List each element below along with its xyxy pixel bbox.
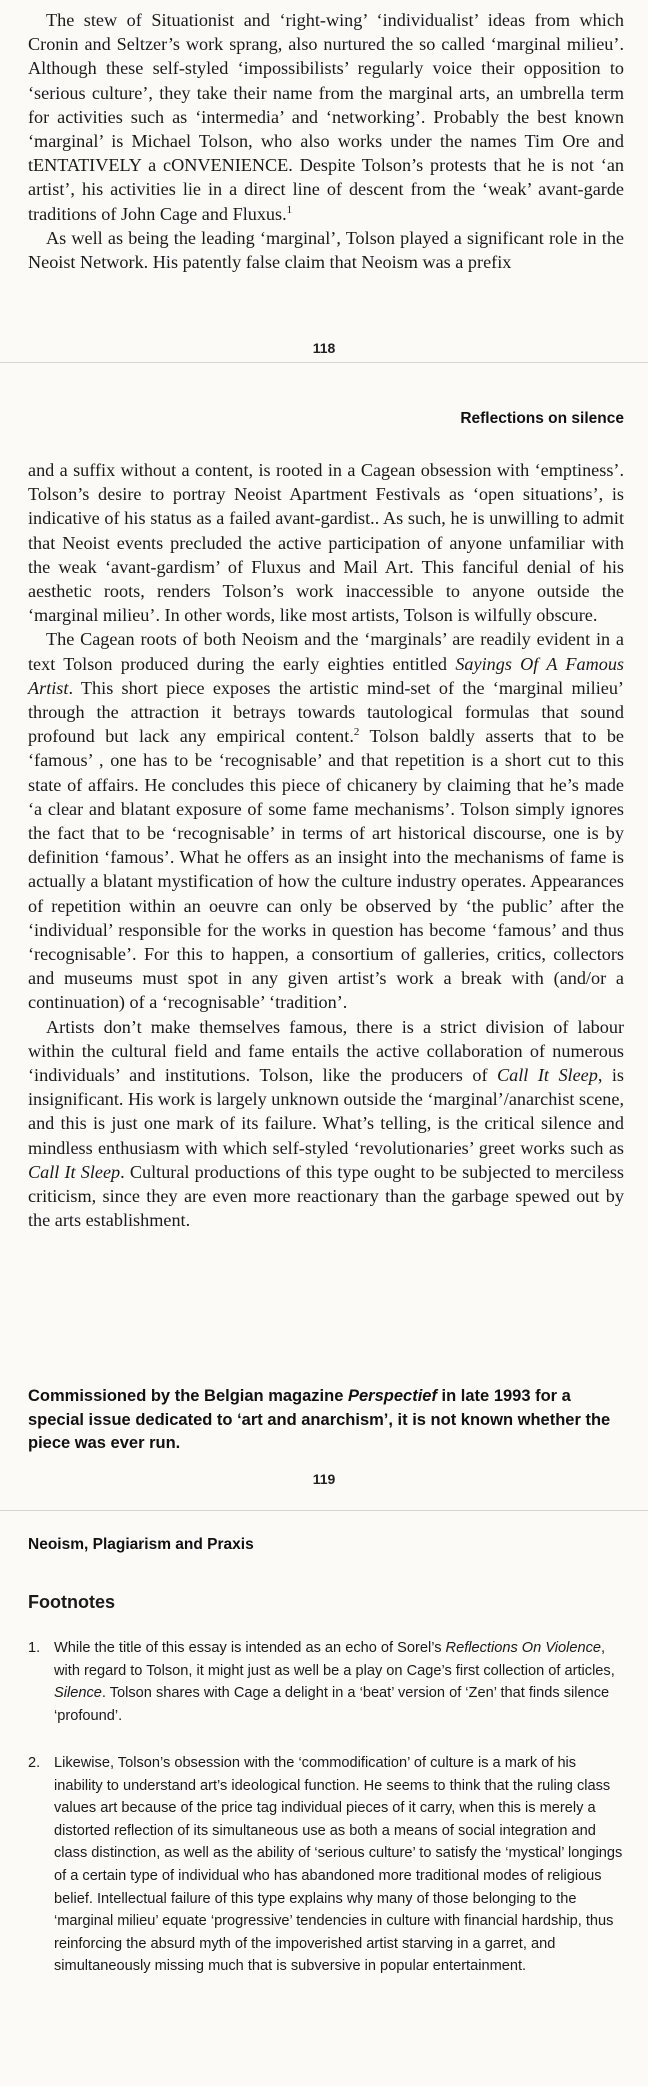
page-divider: [0, 1510, 648, 1511]
text: . Tolson shares with Cage a delight in a ‘beat’ version of ‘Zen’ that finds silence ‘profound’.: [54, 1685, 610, 1724]
footnote-ref: 2: [353, 726, 360, 739]
work-title: Reflections On Violence: [445, 1640, 602, 1656]
text: Tolson baldly asserts that to be ‘famous’ , one has to be ‘recognisable’ and that repetition is a short cut to this state of affairs. He concludes this piece of chicanery by claiming that he’s made ‘a clear and blatant exposure of some fame mechanisms’. Tolson simply ignores the fact that to be ‘recognisable’ in terms of art historical discourse, one is by definition ‘famous’. What he offers as an insight into the mechanisms of fame is actually a blatant mystification of how the culture industry operates. Appearances of repetition within an oeuvre can only be observed by ‘the public’ after the ‘individual’ responsible for the works in question has become ‘famous’ and thus ‘recognisable’. For this to happen, a consortium of galleries, critics, collectors and museums must spot in any given artist’s work a break with (and/or a continuation) of a ‘recognisable’ ‘tradition’.: [28, 726, 624, 1013]
page-number: 119: [312, 1471, 336, 1487]
text: While the title of this essay is intended as an echo of Sorel’s: [54, 1640, 446, 1656]
footnotes-heading-wrap: [28, 1592, 624, 1613]
work-title: Sayings Of A Famous Artist: [28, 653, 624, 698]
text: Commissioned by the Belgian magazine: [28, 1387, 348, 1405]
text: . Cultural productions of this type ought to be subjected to merciless criticism, since they are even more reactionary than the garbage spewed out by the arts establishment.: [28, 1161, 624, 1231]
paragraph: As well as being the leading ‘marginal’, Tolson played a significant role in the Neoist Network. His patently false claim that Neoism was a prefix: [28, 227, 624, 273]
text: , is insignificant. His work is largely unknown outside the ‘marginal’/anarchist scene, and this is just one mark of its failure. What’s telling, is the critical silence and mindless enthusiasm with which self-styled ‘revolutionaries’ greet works such as: [28, 1065, 624, 1158]
paragraph: [28, 8, 624, 226]
paragraph-text: The stew of Situationist and ‘right-wing’ ‘individualist’ ideas from which Cronin and Seltzer’s work sprang, also nurtured the so called ‘marginal milieu’. Although these self-styled ‘impossibilists’ regularly voice their opposition to ‘serious culture’, they take their name from the marginal arts, an umbrella term for activities such as ‘intermedia’ and ‘networking’. Probably the best known ‘marginal’ is Michael Tolson, who also works under the names Tim Ore and tENTATIVELY a cONVENIENCE. Despite Tolson’s protests that he is not ‘an artist’, his activities lie in a direct line of descent from the ‘weak’ avant-garde traditions of John Cage and Fluxus.: [28, 10, 624, 224]
footnote-2: [28, 1752, 626, 1978]
paragraph: [28, 627, 624, 1014]
text: Artists don’t make themselves famous, there is a strict division of labour within the cultural field and fame entails the active collaboration of numerous ‘individuals’ and institutions. Tolson, like the producers of: [28, 1016, 624, 1086]
footnote-text: Likewise, Tolson’s obsession with the ‘commodification’ of culture is a mark of his inability to understand art’s ideological function. He seems to think that the ruling class values art because of the price tag individual pieces of it carry, when this is merely a distorted reflection of its simultaneous use as both a means of social integration and class distinction, as well as the ability of ‘serious culture’ to satisfy the ‘mystical’ longings of a certain type of individual who has abandoned more traditional modes of religious belief. Intellectual failure of this type explains why many of those belonging to the ‘marginal milieu’ equate ‘progressive’ tendencies in culture with financial hardship, thus reinforcing the absurd myth of the impoverished artist starving in a garret, and simultaneously missing much that is subversive in popular entertainment.: [54, 1755, 623, 1975]
footnote-text: [54, 1637, 626, 1727]
text: , with regard to Tolson, it might just as well be a play on Cage’s first collection of articles,: [54, 1640, 615, 1679]
running-head: Neoism, Plagiarism and Praxis: [28, 1536, 254, 1553]
footnote-1: [28, 1637, 626, 1727]
work-title: Call It Sleep: [28, 1161, 121, 1182]
commission-note: [28, 1385, 622, 1456]
commission-text: [28, 1385, 622, 1456]
page-118-body: [28, 8, 624, 274]
footnote-ref: 1: [286, 203, 293, 216]
page-119-body: [28, 458, 624, 1233]
footnotes-heading: Footnotes: [28, 1592, 115, 1612]
paragraph: and a suffix without a content, is rooted in a Cagean obsession with ‘emptiness’. Tolson’s desire to portray Neoist Apartment Festivals as ‘open situations’, is indicative of his status as a failed avant-gardist.. As such, he is unwilling to admit that Neoist events precluded the active participation of anyone unfamiliar with the weak ‘avant-gardism’ of Fluxus and Mail Art. This fanciful denial of his aesthetic roots, renders Tolson’s work inaccessible to anyone outside the ‘marginal milieu’. In other words, like most artists, Tolson is wilfully obscure.: [28, 460, 624, 626]
page-divider: [0, 362, 648, 363]
magazine-title: Perspectief: [348, 1387, 437, 1405]
text: . This short piece exposes the artistic mind-set of the ‘marginal milieu’ through the attraction it betrays towards tautological formulas that sound profound but lack any empirical content.: [28, 677, 624, 747]
text: in late 1993 for a special issue dedicated to ‘art and anarchism’, it is not known whether the piece was ever run.: [28, 1387, 611, 1452]
work-title: Call It Sleep: [497, 1065, 598, 1086]
page-number: 118: [312, 340, 336, 356]
text: The Cagean roots of both Neoism and the ‘marginals’ are readily evident in a text Tolson produced during the early eighties entitled: [28, 629, 624, 674]
work-title: Silence: [54, 1685, 102, 1702]
running-head: Reflections on silence: [460, 410, 624, 427]
paragraph: [28, 1015, 624, 1233]
footnote-number: 1.: [28, 1640, 41, 1656]
footnote-number: 2.: [28, 1755, 41, 1771]
